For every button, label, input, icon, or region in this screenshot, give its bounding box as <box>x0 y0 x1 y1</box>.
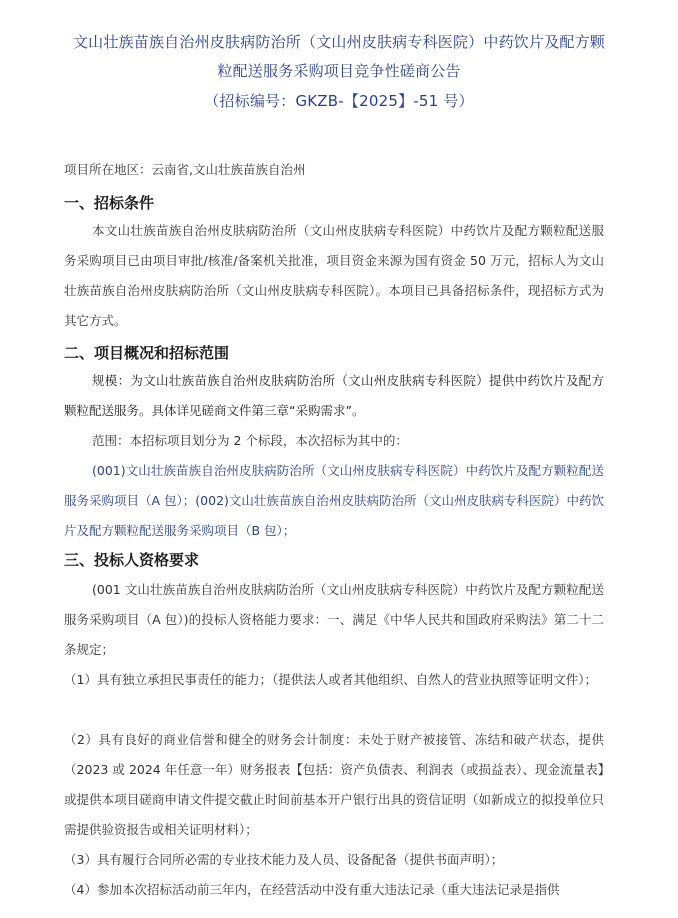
section-heading-tender-conditions: 一、招标条件 <box>64 194 155 212</box>
tender-conditions-body: 本文山壮族苗族自治州皮肤病防治所（文山州皮肤病专科医院）中药饮片及配方颗粒配送服务采购项目已由项目审批/核准/备案机关批准，项目资金来源为国有资金 50 万元，招标人为文山壮族苗族自治州皮肤病防治所（文山州皮肤病专科医院）。本项目已具备招标条件，现招标方式为其它方式。 <box>64 223 604 328</box>
qualification-item-1: （1）具有独立承担民事责任的能力；（提供法人或者其他组织、自然人的营业执照等证明文件）； <box>64 672 597 687</box>
qualification-item-3: （3）具有履行合同所必需的专业技术能力及人员、设备配备（提供书面声明）； <box>64 852 504 867</box>
project-lots: (001)文山壮族苗族自治州皮肤病防治所（文山州皮肤病专科医院）中药饮片及配方颗粒配送服务采购项目（A 包）；(002)文山壮族苗族自治州皮肤病防治所（文山州皮肤病专科医院）中药饮片及配方颗粒配送服务采购项目（B 包）； <box>64 463 604 538</box>
section-heading-bidder-qualifications: 三、投标人资格要求 <box>64 551 200 569</box>
title-line-2: 粒配送服务采购项目竞争性磋商公告 <box>217 62 461 80</box>
qualification-item-2: （2）具有良好的商业信誉和健全的财务会计制度：未处于财产被接管、冻结和破产状态，提供（2023 或 2024 年任意一年）财务报表【包括：资产负债表、利润表（或损益表）、现金流量表】或提供本项目磋商申请文件提交截止时间前基本开户银行出具的资信证明（如新成立的拟投单位只需提供验资报告或相关证明材料）； <box>64 732 604 837</box>
tender-number: （招标编号：GKZB-【2025】-51 号） <box>204 92 474 110</box>
project-location: 项目所在地区：云南省,文山壮族苗族自治州 <box>64 162 306 177</box>
title-line-1: 文山壮族苗族自治州皮肤病防治所（文山州皮肤病专科医院）中药饮片及配方颗 <box>72 33 605 51</box>
project-scale-text: 规模：为文山壮族苗族自治州皮肤病防治所（文山州皮肤病专科医院）提供中药饮片及配方颗粒配送服务。具体详见磋商文件第三章“采购需求”。 <box>64 373 604 418</box>
project-scale <box>64 366 604 426</box>
section-heading-project-overview: 二、项目概况和招标范围 <box>64 344 230 362</box>
qualification-item-4: （4）参加本次招标活动前三年内，在经营活动中没有重大违法记录（重大违法记录是指供 <box>64 882 560 897</box>
project-scope: 范围：本招标项目划分为 2 个标段，本次招标为其中的： <box>92 433 408 448</box>
qualification-intro: (001 文山壮族苗族自治州皮肤病防治所（文山州皮肤病专科医院）中药饮片及配方颗粒配送服务采购项目（A 包）)的投标人资格能力要求：一、满足《中华人民共和国政府采购法》第二十二条规定； <box>64 582 604 657</box>
